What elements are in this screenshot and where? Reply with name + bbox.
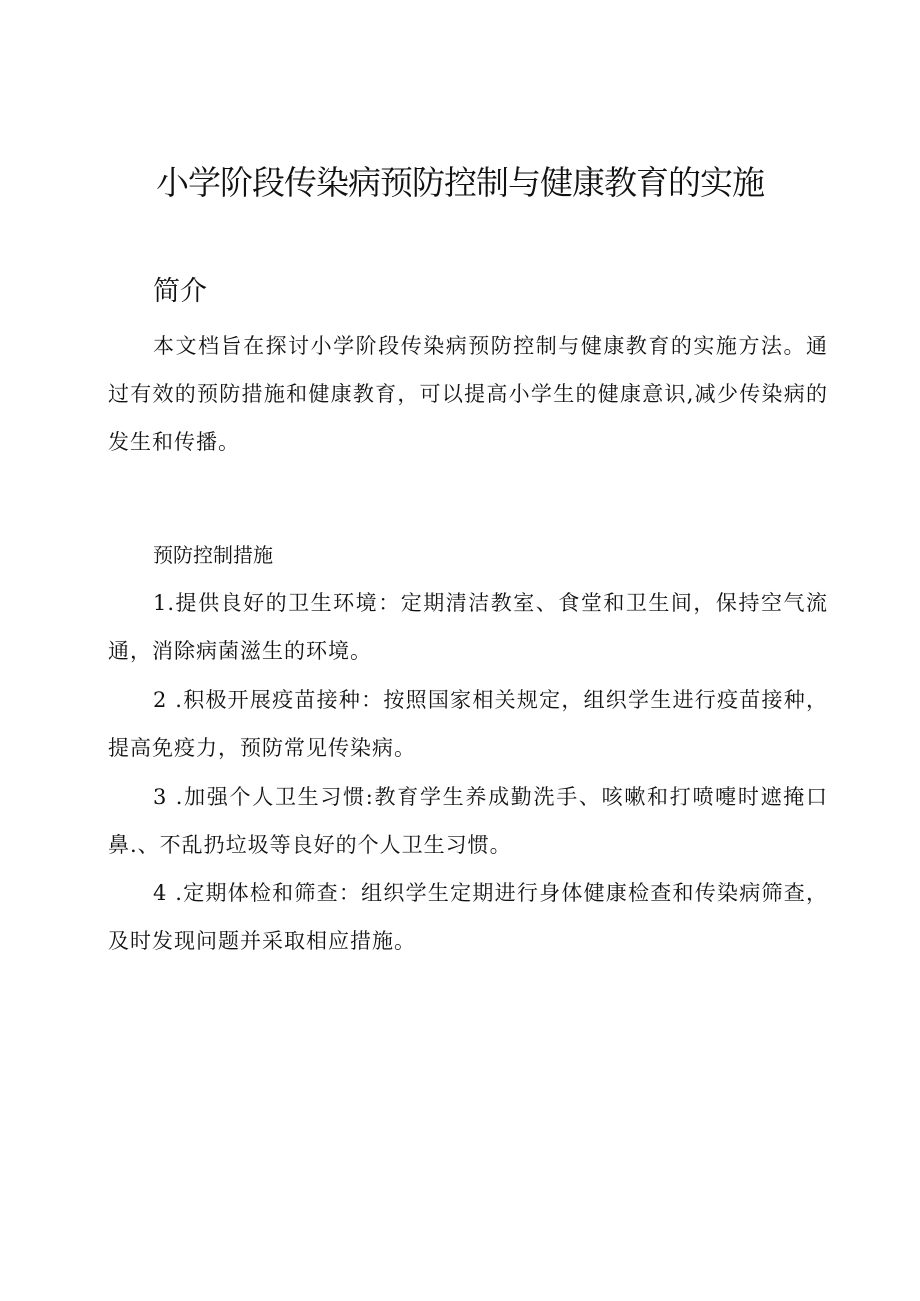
measures-heading: 预防控制措施 bbox=[153, 543, 273, 567]
measure-item: 1.提供良好的卫生环境：定期清洁教室、食堂和卫生间，保持空气流通，消除病菌滋生的环境。 bbox=[108, 591, 828, 663]
document-title: 小学阶段传染病预防控制与健康教育的实施 bbox=[156, 163, 764, 202]
measure-item: 2 .积极开展疫苗接种：按照国家相关规定，组织学生进行疫苗接种，提高免疫力，预防常见传染病。 bbox=[108, 688, 828, 760]
intro-heading: 简介 bbox=[153, 276, 207, 307]
measure-item: 4 .定期体检和筛查：组织学生定期进行身体健康检查和传染病筛查，及时发现问题并采取相应措施。 bbox=[108, 881, 828, 953]
measure-item: 3 .加强个人卫生习惯:教育学生养成勤洗手、咳嗽和打喷嚏时遮掩口鼻.、不乱扔垃圾等良好的个人卫生习惯。 bbox=[108, 785, 828, 857]
intro-paragraph: 本文档旨在探讨小学阶段传染病预防控制与健康教育的实施方法。通过有效的预防措施和健康教育，可以提高小学生的健康意识,减少传染病的发生和传播。 bbox=[108, 334, 828, 454]
